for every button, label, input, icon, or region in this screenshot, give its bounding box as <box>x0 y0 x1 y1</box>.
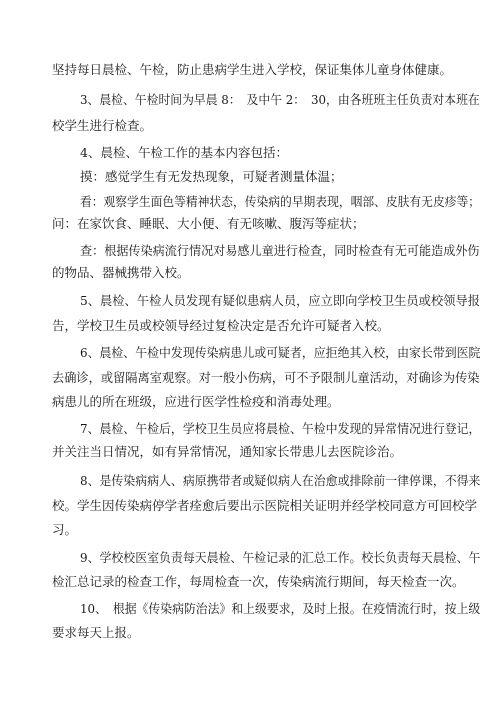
text-line: 7、晨检、午检后，学校卫生员应将晨检、午检中发现的异常情况进行登记， <box>80 421 481 436</box>
text-line: 去确诊，或留隔离室观察。对一般小伤病，可不予限制儿童活动，对确诊为传染 <box>52 370 480 385</box>
text-line: 坚持每日晨检、午检，防止患病学生进入学校，保证集体儿童身体健康。 <box>52 62 453 77</box>
text-line: 8、是传染病病人、病原携带者或疑似病人在治愈或排除前一律停课，不得来 <box>80 473 481 488</box>
text-line: 看：观察学生面色等精神状态，传染病的早期表现，咽部、皮肤有无皮疹等； <box>80 194 481 209</box>
text-line: 检汇总记录的检查工作，每周检查一次，传染病流行期间，每天检查一次。 <box>52 574 465 589</box>
text-line: 摸：感觉学生有无发热现象，可疑者测量体温； <box>80 169 343 184</box>
text-line: 病患儿的所在班级，应进行医学性检疫和消毒处理。 <box>52 394 340 409</box>
text-line: 并关注当日情况，如有异常情况，通知家长带患儿去医院诊治。 <box>52 444 403 459</box>
text-line: 的物品、器械携带入校。 <box>52 265 190 280</box>
text-line: 问：在家饮食、睡眠、大小便、有无咳嗽、腹泻等症状； <box>52 216 365 231</box>
text-line: 校学生进行检查。 <box>52 118 153 133</box>
text-line: 5、晨检、午检人员发现有疑似患病人员，应立即向学校卫生员或校领导报 <box>80 293 480 308</box>
text-line: 习。 <box>52 522 78 537</box>
text-line: 查：根据传染病流行情况对易感儿童进行检查，同时检查有无可能造成外伤 <box>80 243 480 258</box>
text-line: 3、晨检、午检时间为早晨 8： 及中午 2： 30，由各班班主任负责对本班在 <box>80 92 480 107</box>
text-line: 告，学校卫生员或校领导经过复检决定是否允许可疑者入校。 <box>52 318 390 333</box>
text-line: 4、晨检、午检工作的基本内容包括： <box>80 145 288 160</box>
text-line: 10、 根据《传染病防治法》和上级要求，及时上报。在疫情流行时，按上级 <box>80 601 481 616</box>
text-line: 9、学校校医室负责每天晨检、午检记录的汇总工作。校长负责每天晨检、午 <box>80 550 481 565</box>
text-line: 要求每天上报。 <box>52 625 140 640</box>
text-line: 校。学生因传染病停学者痊愈后要出示医院相关证明并经学校同意方可回校学 <box>52 498 478 513</box>
text-line: 6、晨检、午检中发现传染病患儿或可疑者，应拒绝其入校，由家长带到医院 <box>80 345 481 360</box>
